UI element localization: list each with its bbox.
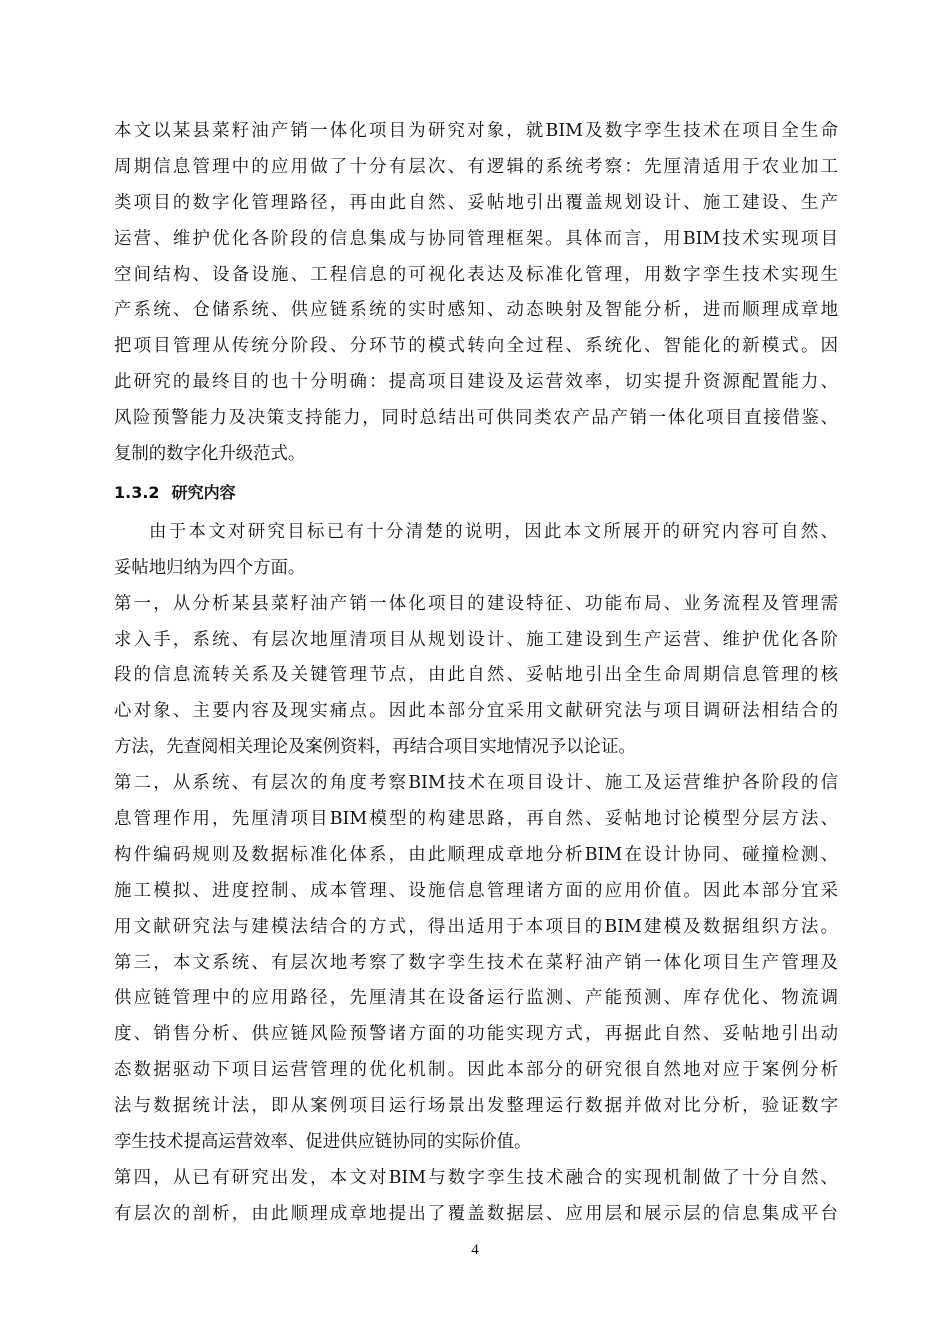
text-line: 运营、维护优化各阶段的信息集成与协同管理框架。具体而言，用BIM技术实现项目 (114, 228, 838, 249)
text-line: 第三，本文系统、有层次地考察了数字孪生技术在菜籽油产销一体化项目生产管理及 (114, 952, 838, 973)
text-line: 此研究的最终目的也十分明确：提高项目建设及运营效率，切实提升资源配置能力、 (114, 372, 838, 393)
text-line: 态数据驱动下项目运营管理的优化机制。因此本部分的研究很自然地对应于案例分析 (114, 1060, 838, 1081)
text-line: 求入手，系统、有层次地厘清项目从规划设计、施工建设到生产运营、维护优化各阶 (114, 629, 838, 650)
text-line: 有层次的剖析，由此顺理成章地提出了覆盖数据层、应用层和展示层的信息集成平台 (114, 1203, 838, 1224)
text-line: 第二，从系统、有层次的角度考察BIM技术在项目设计、施工及运营维护各阶段的信 (114, 773, 838, 794)
paragraph-item-4 (114, 1161, 838, 1233)
text-line: 法与数据统计法，即从案例项目运行场景出发整理运行数据并做对比分析，验证数字 (114, 1096, 838, 1117)
text-line: 由于本文对研究目标已有十分清楚的说明，因此本文所展开的研究内容可自然、 (149, 521, 838, 542)
paragraph-intro (114, 515, 838, 587)
paragraph-research-objective (114, 114, 838, 473)
text-line: 复制的数字化升级范式。 (114, 444, 306, 465)
text-line: 用文献研究法与建模法结合的方式，得出适用于本项目的BIM建模及数据组织方法。 (114, 916, 838, 937)
text-line: 妥帖地归纳为四个方面。 (114, 557, 306, 578)
text-line: 段的信息流转关系及关键管理节点，由此自然、妥帖地引出全生命周期信息管理的核 (114, 665, 838, 686)
section-number: 1.3.2 (114, 482, 160, 502)
text-line: 第四，从已有研究出发，本文对BIM与数字孪生技术融合的实现机制做了十分自然、 (114, 1167, 838, 1188)
text-line: 供应链管理中的应用路径，先厘清其在设备运行监测、产能预测、库存优化、物流调 (114, 988, 838, 1009)
text-line: 周期信息管理中的应用做了十分有层次、有逻辑的系统考察：先厘清适用于农业加工 (114, 156, 838, 177)
paragraph-item-3 (114, 946, 838, 1161)
text-line: 孪生技术提高运营效率、促进供应链协同的实际价值。 (114, 1132, 532, 1153)
text-line: 息管理作用，先厘清项目BIM模型的构建思路，再自然、妥帖地讨论模型分层方法、 (114, 809, 838, 830)
text-line: 施工模拟、进度控制、成本管理、设施信息管理诸方面的应用价值。因此本部分宜采 (114, 880, 838, 901)
text-line: 空间结构、设备设施、工程信息的可视化表达及标准化管理，用数字孪生技术实现生 (114, 264, 838, 285)
text-line: 构件编码规则及数据标准化体系，由此顺理成章地分析BIM在设计协同、碰撞检测、 (114, 844, 838, 865)
text-line: 类项目的数字化管理路径，再由此自然、妥帖地引出覆盖规划设计、施工建设、生产 (114, 192, 838, 213)
text-line: 度、销售分析、供应链风险预警诸方面的功能实现方式，再据此自然、妥帖地引出动 (114, 1024, 838, 1045)
text-line: 方法，先查阅相关理论及案例资料，再结合项目实地情况予以论证。 (114, 737, 636, 758)
text-line: 第一，从分析某县菜籽油产销一体化项目的建设特征、功能布局、业务流程及管理需 (114, 593, 838, 614)
page-number: 4 (471, 1242, 479, 1258)
section-heading (114, 475, 838, 511)
page-content (114, 114, 838, 1233)
text-line: 心对象、主要内容及现实痛点。因此本部分宜采用文献研究法与项目调研法相结合的 (114, 701, 838, 722)
text-line: 产系统、仓储系统、供应链系统的实时感知、动态映射及智能分析，进而顺理成章地 (114, 300, 838, 321)
text-line: 风险预警能力及决策支持能力，同时总结出可供同类农产品产销一体化项目直接借鉴、 (114, 408, 838, 429)
paragraph-item-1 (114, 587, 838, 766)
paragraph-item-2 (114, 766, 838, 945)
text-line: 把项目管理从传统分阶段、分环节的模式转向全过程、系统化、智能化的新模式。因 (114, 336, 838, 357)
text-line: 本文以某县菜籽油产销一体化项目为研究对象，就BIM及数字孪生技术在项目全生命 (114, 121, 838, 141)
section-title: 研究内容 (171, 482, 236, 502)
